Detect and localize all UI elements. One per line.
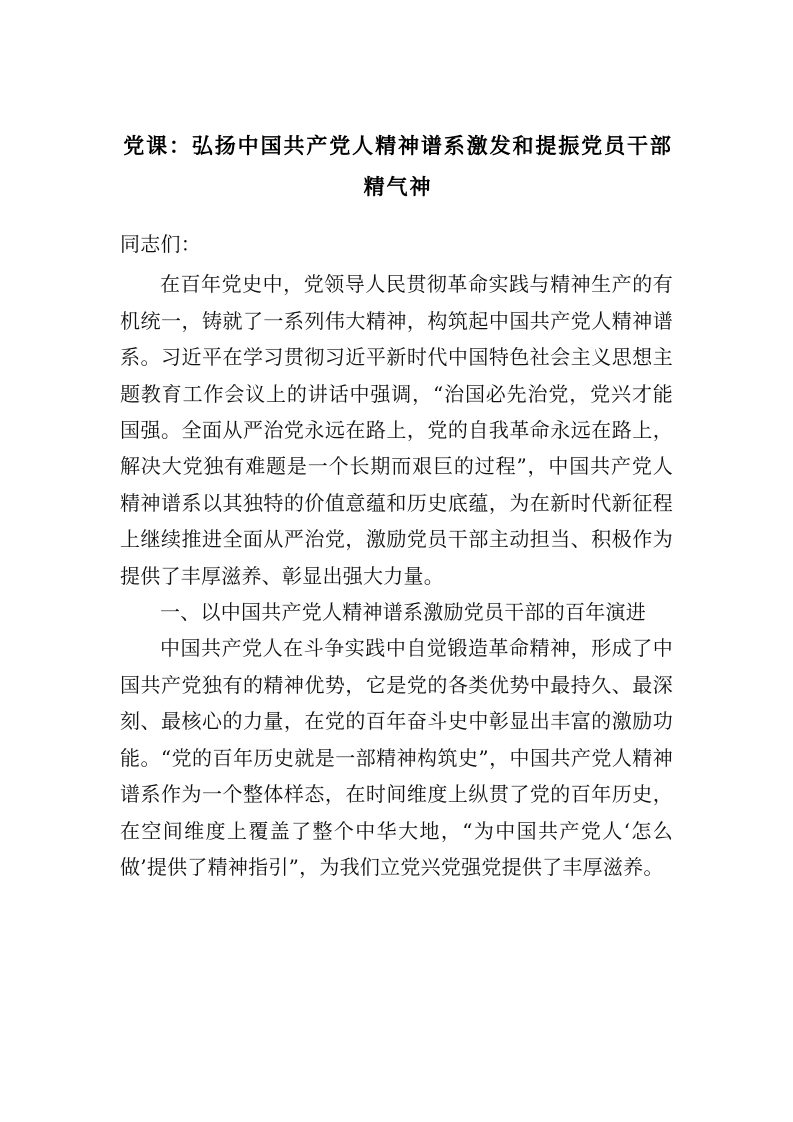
document-body bbox=[120, 226, 673, 885]
paragraph-intro: 在百年党史中，党领导人民贯彻革命实践与精神生产的有机统一，铸就了一系列伟大精神，构筑起中国共产党人精神谱系。习近平在学习贯彻习近平新时代中国特色社会主义思想主题教育工作会议上的讲话中强调，“治国必先治党，党兴才能国强。全面从严治党永远在路上，党的自我革命永远在路上，解决大党独有难题是一个长期而艰巨的过程”，中国共产党人精神谱系以其独特的价值意蕴和历史底蕴，为在新时代新征程上继续推进全面从严治党，激励党员干部主动担当、积极作为提供了丰厚滋养、彰显出强大力量。 bbox=[120, 272, 673, 588]
section-heading: 一、以中国共产党人精神谱系激励党员干部的百年演进 bbox=[160, 600, 646, 625]
document-title: 党课：弘扬中国共产党人精神谱系激发和提振党员干部精气神 bbox=[123, 134, 673, 199]
paragraph-section-one: 中国共产党人在斗争实践中自觉锻造革命精神，形成了中国共产党独有的精神优势，它是党的各类优势中最持久、最深刻、最核心的力量，在党的百年奋斗史中彰显出丰富的激励功能。“党的百年历史就是一部精神构筑史”，中国共产党人精神谱系作为一个整体样态，在时间维度上纵贯了党的百年历史，在空间维度上覆盖了整个中华大地，“为中国共产党人‘怎么做’提供了精神指引”，为我们立党兴党强党提供了丰厚滋养。 bbox=[120, 636, 673, 879]
salutation: 同志们： bbox=[120, 232, 201, 256]
